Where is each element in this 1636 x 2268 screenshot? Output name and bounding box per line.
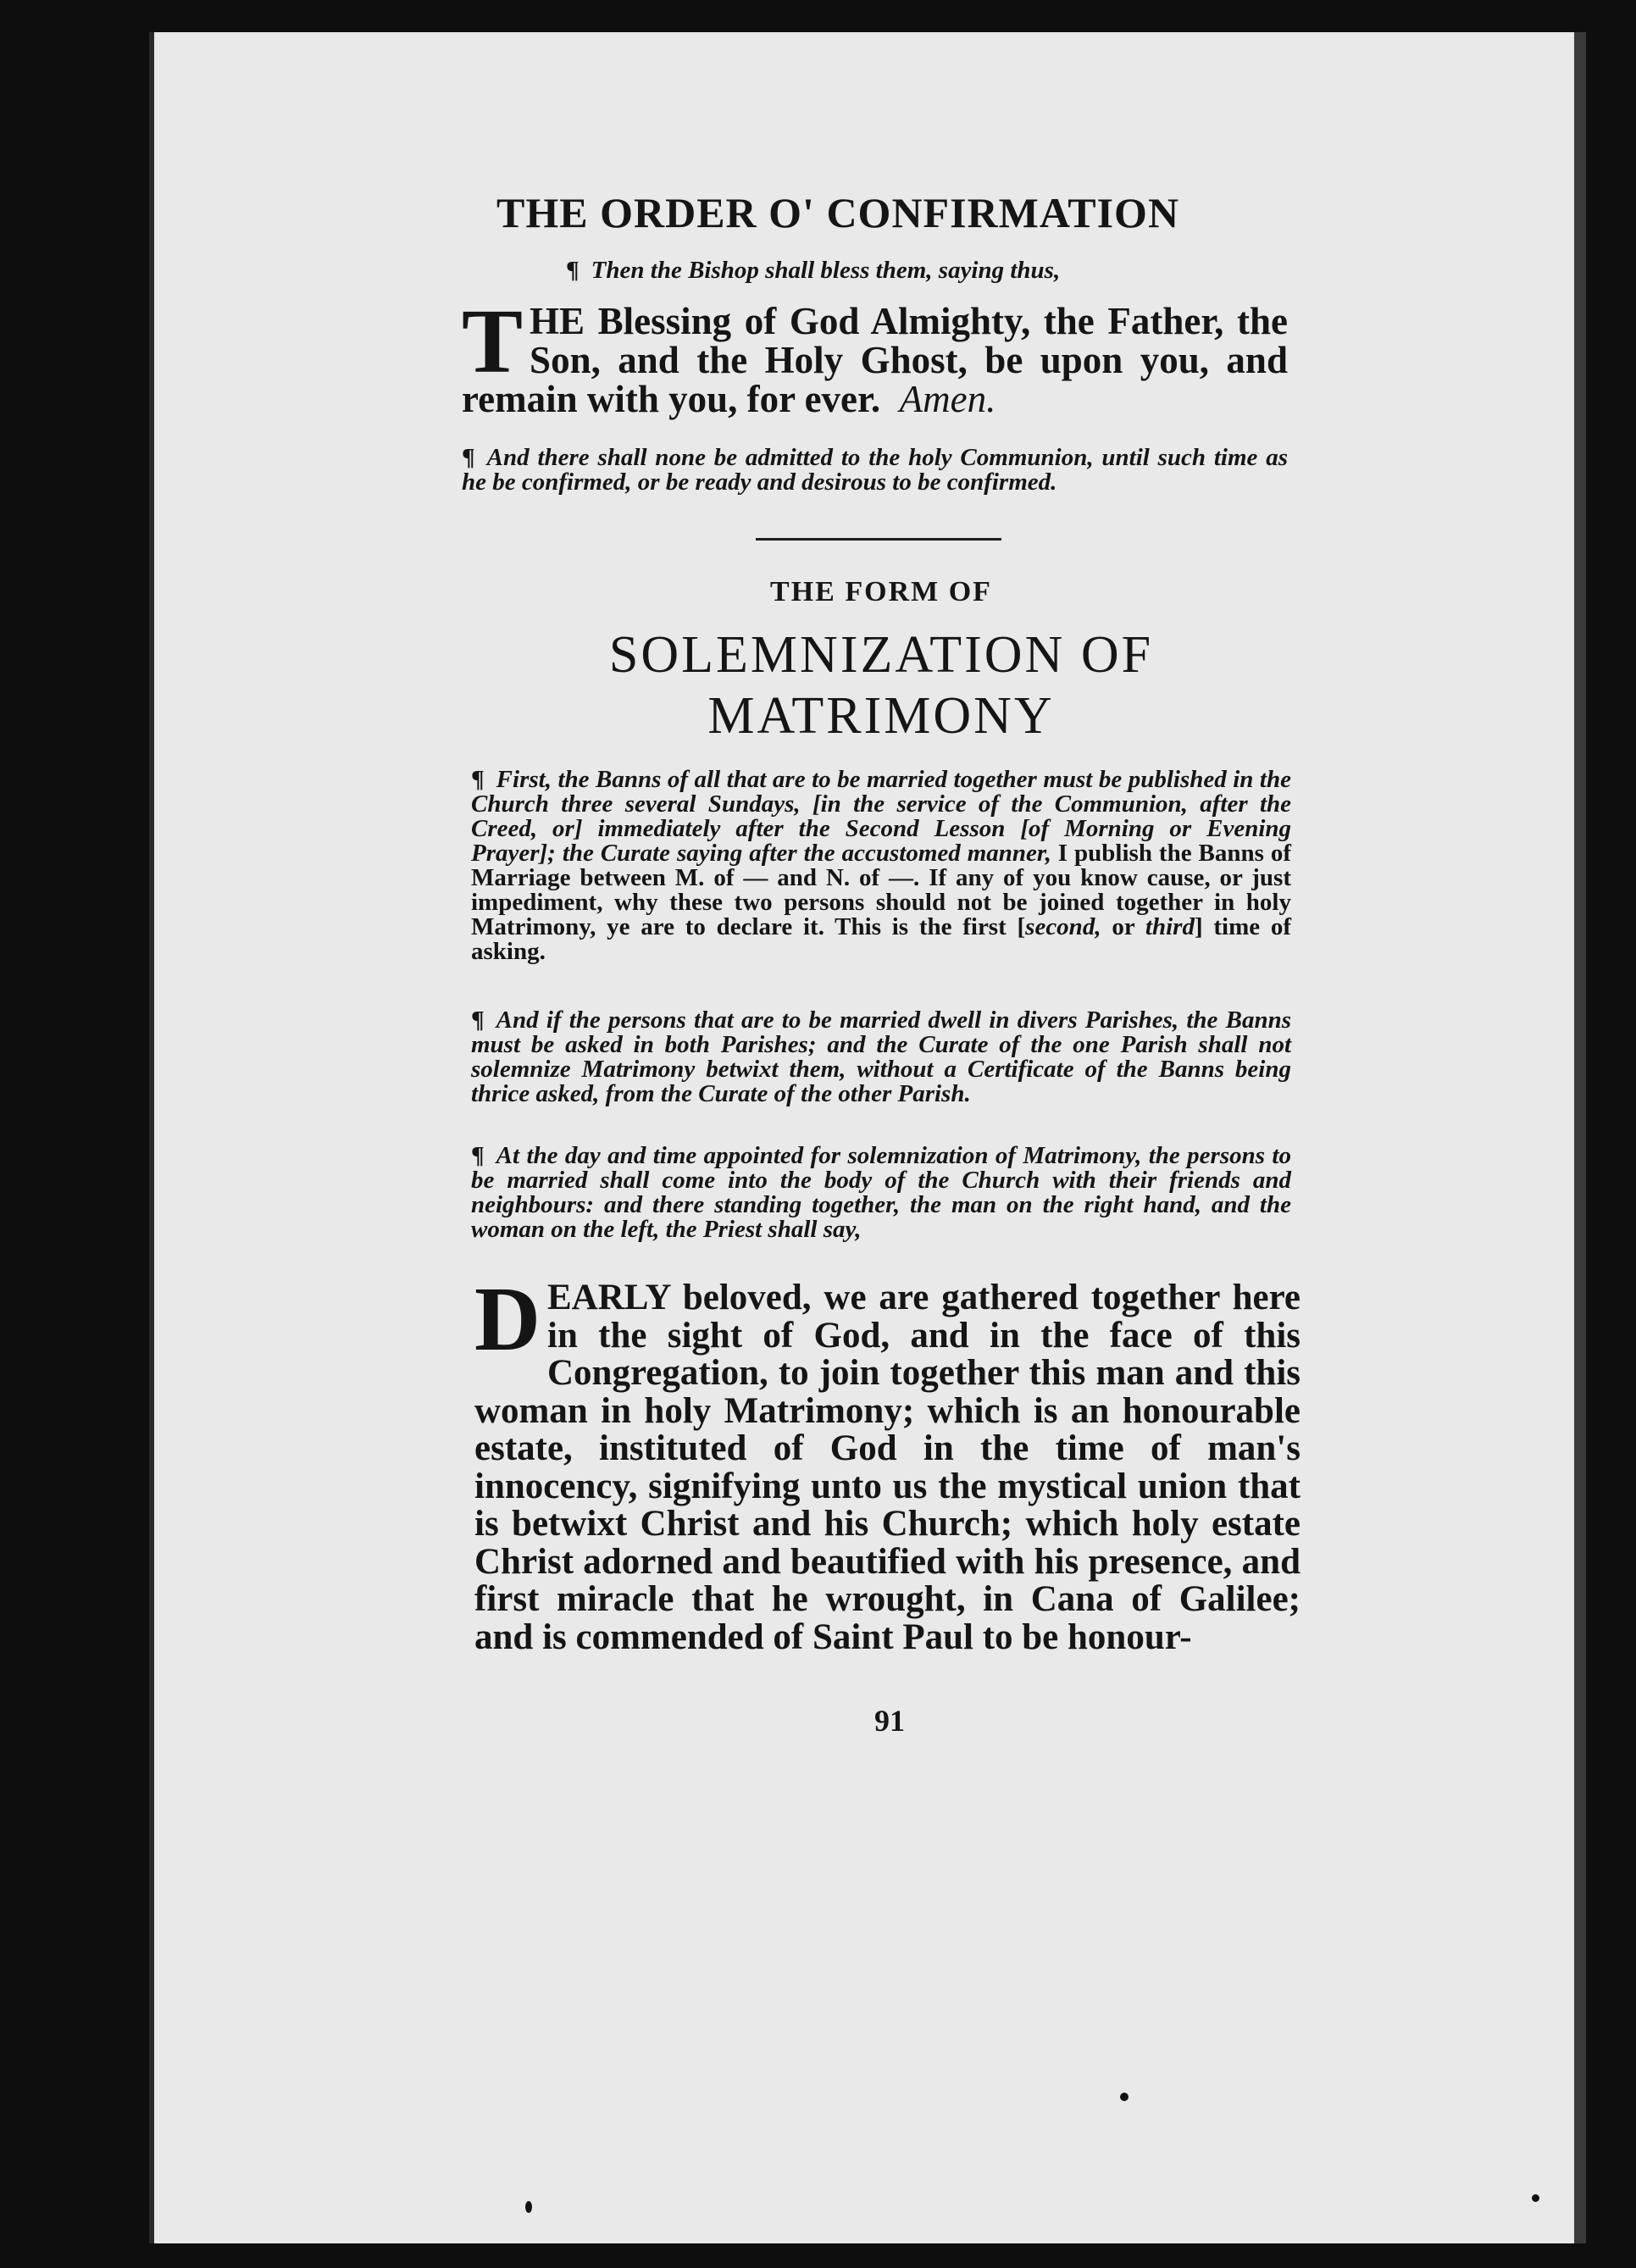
rubric-bless <box>566 258 1261 283</box>
binding-edge <box>149 32 154 2243</box>
exhortation-text: EARLY beloved, we are gathered together here in the sight of God, and in the face of this Congregation, to join together this man and this woman in holy Matrimony; which is an honourable estate, instituted of God in the time of man's innocency, signifying unto us the mystical union that is betwixt Christ and his Church; which holy estate Christ adorned and beautified with his presence, and first miracle that he wrought, in Cana of Galilee; and is commended of Saint Paul to be honour- <box>474 1278 1300 1657</box>
banns-second: second, <box>1025 913 1101 940</box>
exhortation-dropcap: D <box>474 1269 541 1370</box>
banns-part4: [of Morning or Evening Prayer]; <box>471 815 1292 867</box>
ink-speck <box>1120 2093 1129 2101</box>
banns-part2: [in the service of the Communion, after the Creed, or] <box>471 790 1292 842</box>
rubric-banns <box>471 768 1291 964</box>
banns-part3: immediately after the Second Lesson <box>597 815 1006 842</box>
pilcrow-icon: ¶ <box>471 1006 485 1034</box>
section-title-line2: MATRIMONY <box>707 687 1055 745</box>
banns-third: third <box>1145 913 1195 940</box>
page-edge <box>1574 32 1586 2243</box>
banns-or: or <box>1101 913 1145 940</box>
pilcrow-icon: ¶ <box>462 444 475 471</box>
pilcrow-icon: ¶ <box>471 1142 485 1169</box>
blessing-paragraph <box>462 291 1288 420</box>
exhortation-paragraph <box>474 1269 1300 1657</box>
rubric-bless-text: Then the Bishop shall bless them, saying thus, <box>591 257 1061 284</box>
blessing-amen: Amen. <box>899 378 996 420</box>
pilcrow-icon: ¶ <box>471 766 485 793</box>
running-head: THE ORDER O' CONFIRMATION <box>496 189 1180 236</box>
ink-speck <box>1532 2194 1539 2202</box>
rubric-parishes <box>471 1008 1291 1106</box>
section-divider <box>756 538 1001 541</box>
section-title-line1: SOLEMNIZATION OF <box>608 626 1154 684</box>
pilcrow-icon: ¶ <box>566 257 580 284</box>
page-number: 91 <box>874 1704 905 1738</box>
rubric-communion-text: And there shall none be admitted to the holy Communion, until such time as he be confirmed, or be ready and desirous to be confirmed. <box>462 444 1288 496</box>
rubric-day-text: At the day and time appointed for solemnization of Matrimony, the persons to be married shall come into the body of the Church with their friends and neighbours: and there standing together, the man on the right hand, and the woman on the left, the Priest shall say, <box>471 1142 1291 1243</box>
rubric-parishes-text: And if the persons that are to be married dwell in divers Parishes, the Banns must be asked in both Parishes; and the Curate of the one Parish shall not solemnize Matrimony betwixt them, without a Certificate of the Banns being thrice asked, from the Curate of the other Parish. <box>471 1006 1291 1107</box>
banns-part1: First, the Banns of all that are to be married together must be published in the Church three several Sundays, <box>471 766 1291 818</box>
rubric-day <box>471 1144 1291 1242</box>
banns-proclamation: I publish the Banns of Marriage between M. of — and N. of —. If any of you know cause, or just impediment, why these two persons should not be joined together in holy Matrimony, ye are to declare it. This is the first [ <box>471 840 1292 940</box>
banns-part5: the Curate saying after the accustomed manner, <box>562 840 1051 867</box>
banns-asking: ] time of asking. <box>471 913 1291 965</box>
blessing-dropcap: T <box>462 291 524 392</box>
rubric-communion <box>462 446 1288 495</box>
ink-speck <box>525 2201 532 2213</box>
section-label: THE FORM OF <box>770 576 992 607</box>
blessing-text: HE Blessing of God Almighty, the Father, the Son, and the Holy Ghost, be upon you, and remain with you, for ever. <box>462 300 1288 420</box>
